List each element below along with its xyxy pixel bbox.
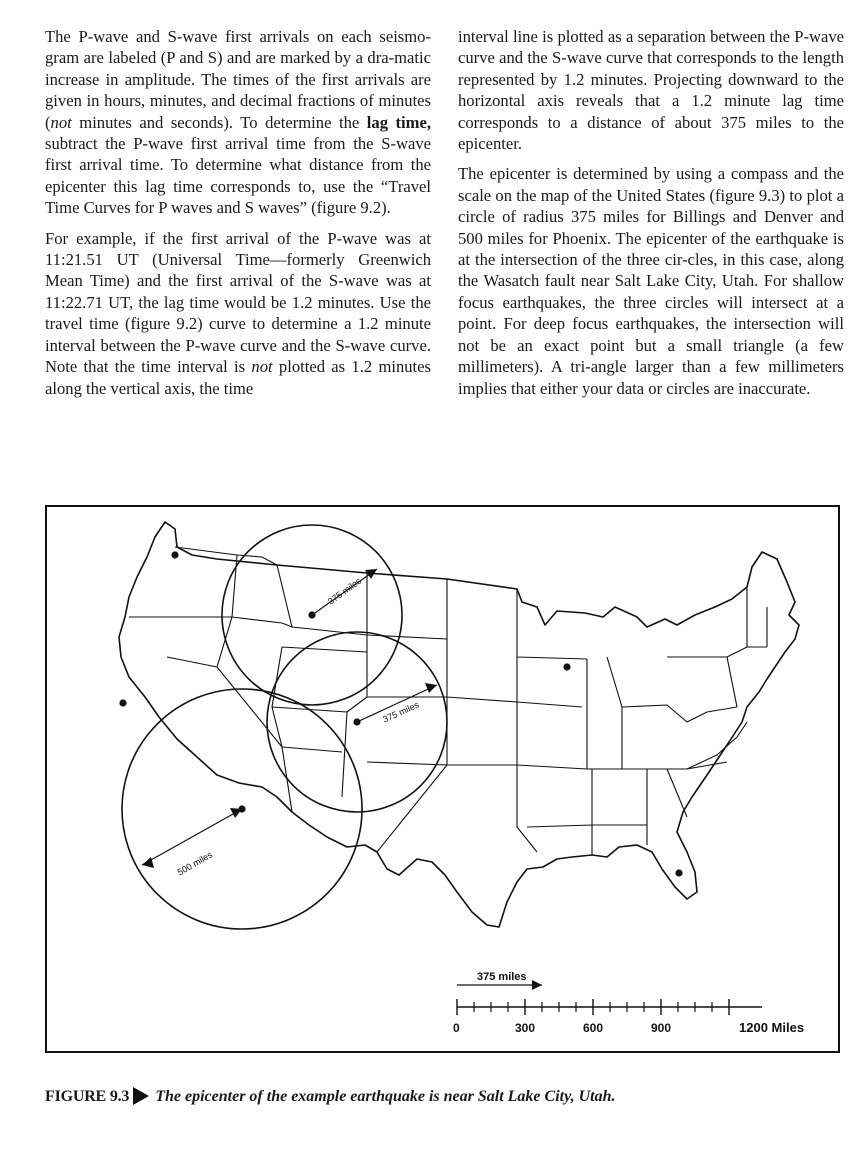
billings-radius-label: 375 miles bbox=[326, 575, 364, 607]
figure-9-3-map bbox=[45, 505, 840, 1053]
station-dot-denver bbox=[353, 718, 360, 725]
station-dot-sf bbox=[119, 699, 126, 706]
phoenix-radius-label: 500 miles bbox=[175, 849, 215, 878]
paragraph-lag-time: The P-wave and S-wave first arrivals on each seismo-gram are labeled (P and S) and are marked by a dra-matic increase in amplitude. The times of the first arrivals are given in hours, minutes, and decimal fractions of minutes (not minutes and seconds). To determine the lag time, subtract the P-wave first arrival time from the S-wave first arrival time. To determine what distance from the epicenter this lag time corresponds to, use the “Travel Time Curves for P waves and S waves” (figure 9.2). bbox=[45, 27, 432, 218]
scale-tick-0: 0 bbox=[453, 1021, 460, 1035]
station-dot-florida bbox=[675, 869, 682, 876]
scale-tick-300: 300 bbox=[515, 1021, 536, 1035]
us-map-svg bbox=[47, 507, 838, 1051]
scale-segment-label: 375 miles bbox=[477, 971, 527, 983]
denver-radius-label: 375 miles bbox=[381, 699, 421, 725]
paragraph-epicenter: The epicenter is determined by using a compass and the scale on the map of the United States (figure 9.3) to plot a circle of radius 375 miles for Billings and Denver and 500 miles for Phoenix. The epicenter of the earthquake is at the intersection of the three cir-cles, in this case, along the Wasatch fault near Salt Lake City, Utah. For shallow focus earthquakes, the three circles will intersect at a point. For deep focus earthquakes, the intersection will not be an exact point but a small triangle (a few millimeters). A tri-angle larger than a few millimeters implies that either your data or circles are inaccurate. bbox=[458, 164, 844, 398]
station-dot-seattle bbox=[171, 551, 178, 558]
caption-arrow-icon bbox=[133, 1087, 149, 1105]
scale-tick-600: 600 bbox=[583, 1021, 604, 1035]
paragraph-example: For example, if the first arrival of the P-wave was at 11:21.51 UT (Universal Time—formerly Greenwich Mean Time) and the first arrival of the S-wave was at 11:22.71 UT, the lag time would be 1.2 minutes. Use the travel time (figure 9.2) curve to determine a 1.2 minute interval between the P-wave curve and the S-wave curve. Note that the time interval is not plotted as 1.2 minutes along the vertical axis, the time bbox=[45, 228, 431, 398]
right-text-column bbox=[458, 26, 844, 408]
paragraph-interval: interval line is plotted as a separation between the P-wave curve and the S-wave curve that corresponds to the length represented by 1.2 minutes. Projecting downward to the horizontal axis reveals that a 1.2 minute lag time corresponds to a distance of about 375 miles to the epicenter. bbox=[458, 27, 844, 154]
figure-label: FIGURE 9.3 bbox=[45, 1088, 130, 1105]
figure-caption bbox=[45, 1087, 616, 1106]
station-dot-billings bbox=[308, 611, 315, 618]
station-dot-chicago bbox=[563, 663, 570, 670]
station-dot-phoenix bbox=[238, 805, 245, 812]
left-text-column bbox=[45, 26, 431, 408]
us-outline bbox=[119, 522, 799, 927]
figure-caption-text: The epicenter of the example earthquake is near Salt Lake City, Utah. bbox=[155, 1088, 616, 1105]
scale-tick-900: 900 bbox=[651, 1021, 672, 1035]
scale-tick-1200: 1200 Miles bbox=[739, 1020, 805, 1035]
